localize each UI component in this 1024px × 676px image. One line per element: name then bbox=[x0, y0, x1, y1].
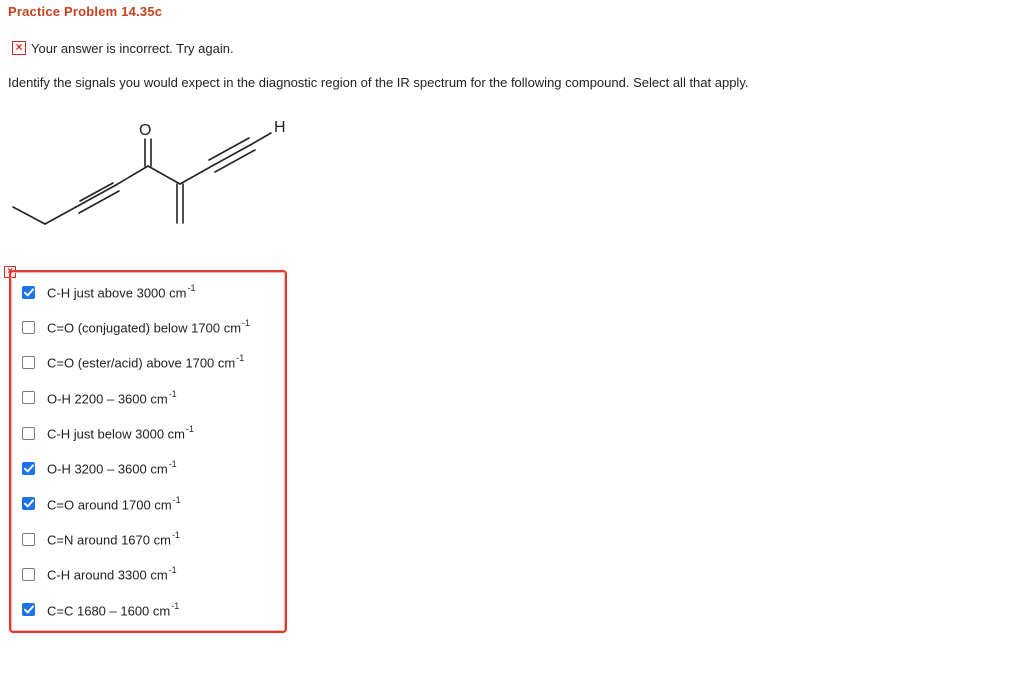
option-item[interactable] bbox=[22, 423, 194, 443]
hydrogen-atom-label: H bbox=[274, 119, 286, 136]
checkmark-icon bbox=[24, 499, 34, 508]
option-label: C=O (ester/acid) above 1700 $cm^{-1}$ bbox=[47, 353, 245, 371]
question-text: Identify the signals you would expect in the diagnostic region of the IR spectrum for the following compound. Select all that apply. bbox=[8, 75, 749, 90]
option-label: C=O around 1700 $cm^{-1}$ bbox=[47, 494, 181, 512]
option-label: O-H 2200 – 3600 $cm^{-1}$ bbox=[47, 388, 177, 407]
problem-title: Practice Problem 14.35c bbox=[8, 4, 163, 19]
option-label: C-H just below 3000 $cm^{-1}$ bbox=[47, 424, 195, 442]
option-item[interactable] bbox=[22, 600, 179, 620]
option-item[interactable] bbox=[22, 282, 195, 302]
option-label: O-H 3200 – 3600 $cm^{-1}$ bbox=[47, 459, 177, 477]
option-item[interactable] bbox=[22, 459, 177, 479]
option-item[interactable] bbox=[22, 529, 180, 549]
option-label: C-H just above 3000 $cm^{-1}$ bbox=[47, 282, 196, 301]
option-item[interactable] bbox=[22, 388, 177, 408]
option-checkbox[interactable] bbox=[22, 533, 35, 546]
answer-incorrect-x-icon: × bbox=[4, 266, 16, 278]
option-checkbox[interactable] bbox=[22, 321, 35, 334]
oxygen-atom-label: O bbox=[139, 122, 152, 139]
feedback-status bbox=[12, 39, 234, 57]
compound-structure bbox=[0, 110, 310, 235]
option-label: C=O (conjugated) below 1700 $cm^{-1}$ bbox=[47, 318, 251, 336]
incorrect-x-icon: × bbox=[12, 41, 26, 55]
option-item[interactable] bbox=[22, 317, 250, 337]
option-item[interactable] bbox=[22, 564, 177, 584]
option-label: C-H around 3300 $cm^{-1}$ bbox=[47, 565, 177, 583]
option-checkbox[interactable] bbox=[22, 391, 35, 404]
option-checkbox[interactable] bbox=[22, 356, 35, 369]
option-item[interactable] bbox=[22, 494, 181, 514]
option-checkbox[interactable] bbox=[22, 427, 35, 440]
option-label: C=C 1680 – 1600 $cm^{-1}$ bbox=[47, 600, 180, 618]
option-checkbox[interactable] bbox=[22, 568, 35, 581]
checkmark-icon bbox=[24, 464, 34, 473]
checkmark-icon bbox=[24, 605, 34, 614]
feedback-text: Your answer is incorrect. Try again. bbox=[31, 40, 234, 56]
option-label: C=N around 1670 $cm^{-1}$ bbox=[47, 529, 180, 548]
checkmark-icon bbox=[24, 288, 34, 297]
option-checkbox[interactable] bbox=[22, 286, 35, 299]
option-checkbox[interactable] bbox=[22, 603, 35, 616]
option-item[interactable] bbox=[22, 353, 244, 373]
option-checkbox[interactable] bbox=[22, 462, 35, 475]
option-checkbox[interactable] bbox=[22, 497, 35, 510]
